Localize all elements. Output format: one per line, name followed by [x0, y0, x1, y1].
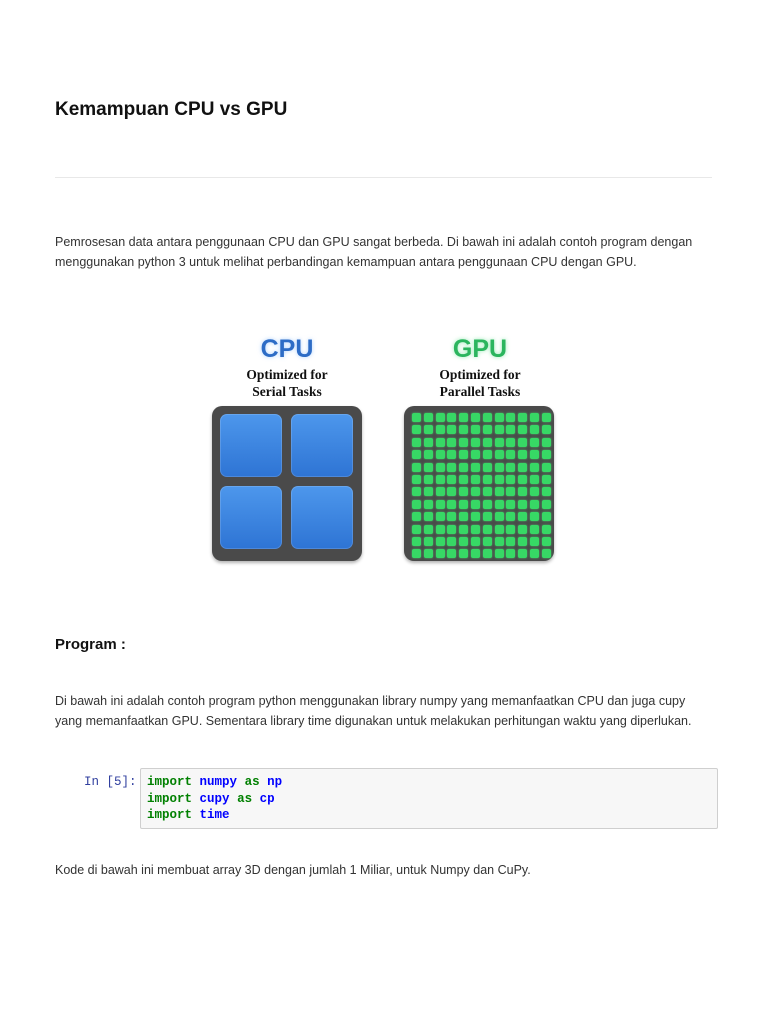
gpu-core	[412, 537, 421, 546]
gpu-core	[424, 487, 433, 496]
gpu-core	[436, 450, 445, 459]
gpu-core	[447, 425, 456, 434]
program-heading: Program :	[55, 636, 126, 653]
gpu-core	[471, 475, 480, 484]
gpu-core	[483, 438, 492, 447]
gpu-core	[495, 425, 504, 434]
gpu-core	[471, 525, 480, 534]
cpu-core	[220, 486, 282, 549]
gpu-core	[459, 500, 468, 509]
cpu-core	[291, 486, 353, 549]
gpu-core-grid	[412, 413, 551, 558]
gpu-core	[530, 500, 539, 509]
code-cell[interactable]	[140, 768, 718, 829]
gpu-core	[530, 512, 539, 521]
gpu-core	[542, 487, 551, 496]
gpu-core	[495, 549, 504, 558]
gpu-core	[518, 512, 527, 521]
cpu-subtitle-line1: Optimized for	[246, 367, 328, 382]
gpu-core	[424, 537, 433, 546]
gpu-core	[424, 463, 433, 472]
gpu-core	[436, 463, 445, 472]
gpu-core	[459, 450, 468, 459]
gpu-core	[542, 438, 551, 447]
gpu-core	[412, 487, 421, 496]
gpu-core	[436, 438, 445, 447]
gpu-core	[483, 525, 492, 534]
gpu-core	[447, 512, 456, 521]
gpu-core	[483, 450, 492, 459]
gpu-core	[506, 549, 515, 558]
gpu-core	[495, 512, 504, 521]
gpu-core	[424, 500, 433, 509]
gpu-core	[506, 463, 515, 472]
gpu-core	[530, 549, 539, 558]
gpu-core	[506, 500, 515, 509]
gpu-core	[518, 463, 527, 472]
gpu-core	[530, 413, 539, 422]
gpu-core	[424, 425, 433, 434]
gpu-core	[506, 487, 515, 496]
gpu-core	[436, 475, 445, 484]
after-code-paragraph: Kode di bawah ini membuat array 3D dengan jumlah 1 Miliar, untuk Numpy dan CuPy.	[55, 863, 531, 877]
gpu-core	[483, 537, 492, 546]
cpu-core	[291, 414, 353, 477]
code-line: import time	[147, 808, 230, 822]
gpu-core	[459, 475, 468, 484]
gpu-core	[506, 425, 515, 434]
gpu-core	[530, 487, 539, 496]
gpu-core	[518, 475, 527, 484]
gpu-core	[483, 512, 492, 521]
cell-prompt: In [5]:	[84, 775, 137, 789]
gpu-core	[483, 475, 492, 484]
gpu-core	[459, 413, 468, 422]
gpu-core	[447, 537, 456, 546]
gpu-core	[506, 438, 515, 447]
gpu-label: GPU	[452, 335, 508, 363]
code-line: import numpy as np	[147, 775, 283, 789]
gpu-core	[436, 525, 445, 534]
program-paragraph: Di bawah ini adalah contoh program python menggunakan library numpy yang memanfaatkan CPU dan juga cupy yang memanfaatkan GPU. Sementara library time digunakan untuk melakukan perhitungan waktu yang diperlukan.	[55, 694, 692, 728]
gpu-core	[530, 525, 539, 534]
gpu-core	[495, 463, 504, 472]
gpu-core	[483, 487, 492, 496]
cpu-chip-diagram	[212, 406, 362, 561]
page-title: Kemampuan CPU vs GPU	[55, 99, 288, 120]
gpu-core	[412, 463, 421, 472]
gpu-core	[506, 537, 515, 546]
gpu-core	[447, 487, 456, 496]
gpu-core	[518, 525, 527, 534]
gpu-core	[506, 450, 515, 459]
gpu-core	[518, 537, 527, 546]
gpu-core	[495, 537, 504, 546]
cpu-subtitle-line2: Serial Tasks	[252, 384, 322, 399]
gpu-core	[471, 425, 480, 434]
gpu-core	[518, 413, 527, 422]
gpu-core	[530, 537, 539, 546]
gpu-core	[483, 413, 492, 422]
gpu-core	[483, 549, 492, 558]
gpu-core	[495, 413, 504, 422]
gpu-core	[530, 438, 539, 447]
gpu-core	[459, 487, 468, 496]
gpu-core	[530, 475, 539, 484]
gpu-core	[495, 438, 504, 447]
cpu-core	[220, 414, 282, 477]
gpu-core	[447, 525, 456, 534]
cpu-label: CPU	[260, 335, 314, 363]
gpu-core	[436, 413, 445, 422]
gpu-core	[471, 537, 480, 546]
gpu-core	[542, 413, 551, 422]
gpu-subtitle-line2: Parallel Tasks	[439, 384, 521, 399]
gpu-core	[412, 475, 421, 484]
gpu-core	[459, 512, 468, 521]
gpu-core	[459, 425, 468, 434]
gpu-core	[471, 500, 480, 509]
gpu-core	[447, 500, 456, 509]
gpu-core	[436, 425, 445, 434]
gpu-core	[530, 463, 539, 472]
gpu-core	[495, 450, 504, 459]
gpu-core	[412, 500, 421, 509]
gpu-core	[495, 475, 504, 484]
gpu-core	[447, 475, 456, 484]
divider	[55, 177, 712, 178]
gpu-core	[506, 525, 515, 534]
gpu-core	[447, 450, 456, 459]
gpu-core	[424, 438, 433, 447]
gpu-core	[506, 475, 515, 484]
gpu-core	[412, 525, 421, 534]
gpu-core	[518, 438, 527, 447]
gpu-core	[542, 463, 551, 472]
gpu-core	[436, 487, 445, 496]
gpu-core	[459, 549, 468, 558]
gpu-core	[424, 512, 433, 521]
gpu-core	[412, 438, 421, 447]
gpu-core	[447, 549, 456, 558]
gpu-core	[471, 413, 480, 422]
gpu-core	[424, 413, 433, 422]
gpu-core	[542, 475, 551, 484]
gpu-figure-caption	[390, 332, 570, 400]
gpu-core	[518, 487, 527, 496]
gpu-core	[506, 512, 515, 521]
gpu-core	[518, 425, 527, 434]
gpu-core	[542, 425, 551, 434]
gpu-core	[424, 475, 433, 484]
gpu-core	[412, 549, 421, 558]
gpu-core	[542, 537, 551, 546]
gpu-core	[542, 549, 551, 558]
gpu-core	[436, 500, 445, 509]
gpu-core	[459, 537, 468, 546]
gpu-core	[459, 463, 468, 472]
gpu-core	[495, 487, 504, 496]
gpu-core	[518, 500, 527, 509]
gpu-core	[436, 537, 445, 546]
gpu-core	[542, 525, 551, 534]
gpu-core	[506, 413, 515, 422]
gpu-core	[459, 438, 468, 447]
code-line: import cupy as cp	[147, 791, 275, 806]
intro-paragraph: Pemrosesan data antara penggunaan CPU dan GPU sangat berbeda. Di bawah ini adalah contoh program dengan menggunakan python 3 untuk melihat perbandingan kemampuan antara penggunaan CPU dengan GPU.	[55, 235, 693, 269]
gpu-core	[483, 463, 492, 472]
gpu-core	[530, 425, 539, 434]
gpu-core	[483, 425, 492, 434]
gpu-core	[471, 549, 480, 558]
gpu-core	[495, 500, 504, 509]
gpu-core	[471, 487, 480, 496]
gpu-core	[495, 525, 504, 534]
gpu-core	[412, 450, 421, 459]
gpu-core	[447, 413, 456, 422]
gpu-core	[542, 450, 551, 459]
gpu-core	[518, 450, 527, 459]
gpu-core	[471, 463, 480, 472]
gpu-core	[542, 512, 551, 521]
gpu-core	[530, 450, 539, 459]
gpu-core	[471, 512, 480, 521]
gpu-core	[471, 450, 480, 459]
gpu-core	[459, 525, 468, 534]
gpu-core	[518, 549, 527, 558]
gpu-core	[471, 438, 480, 447]
gpu-core	[424, 549, 433, 558]
gpu-core	[542, 500, 551, 509]
gpu-core	[412, 413, 421, 422]
gpu-core	[424, 525, 433, 534]
gpu-core	[436, 549, 445, 558]
gpu-core	[436, 512, 445, 521]
gpu-core	[412, 425, 421, 434]
gpu-core	[412, 512, 421, 521]
gpu-core	[447, 438, 456, 447]
cpu-figure-caption	[197, 332, 377, 400]
gpu-core	[424, 450, 433, 459]
gpu-core	[447, 463, 456, 472]
gpu-subtitle-line1: Optimized for	[439, 367, 521, 382]
gpu-chip-diagram	[404, 406, 554, 561]
gpu-core	[483, 500, 492, 509]
